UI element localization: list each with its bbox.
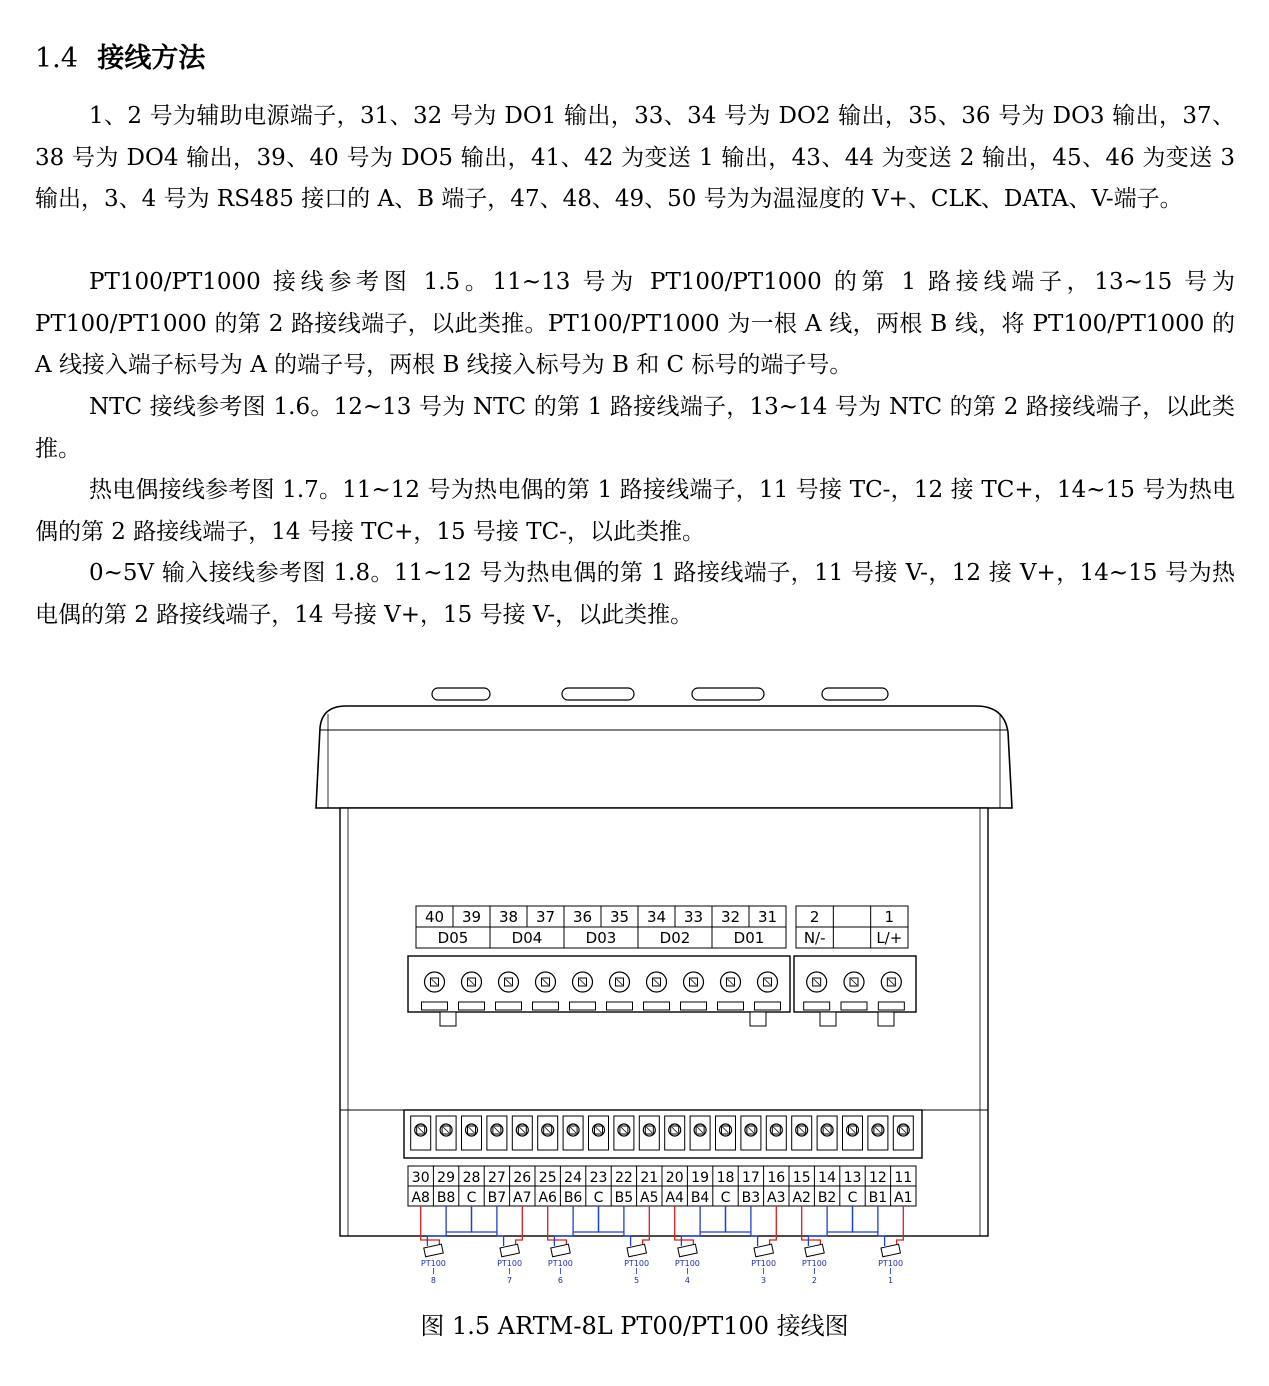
pt100-sensor — [754, 1244, 773, 1257]
input-terminal-number: 15 — [792, 1170, 811, 1186]
input-terminal-number: 20 — [665, 1170, 684, 1186]
sensor-label: PT100 — [624, 1259, 650, 1268]
sensor-label: PT100 — [420, 1259, 446, 1268]
output-group-label: D01 — [733, 929, 765, 947]
input-terminal-number: 14 — [818, 1170, 837, 1186]
pt100-sensor — [805, 1244, 824, 1257]
input-terminal-number: 28 — [462, 1170, 481, 1186]
section-heading — [35, 36, 205, 75]
input-terminal-number: 12 — [868, 1170, 887, 1186]
sensor-channel: 4 — [684, 1276, 690, 1285]
input-terminal-label: A7 — [513, 1190, 532, 1206]
sensor-label: PT100 — [547, 1259, 573, 1268]
sensor-channel: 5 — [634, 1276, 640, 1285]
input-terminal-label: C — [466, 1190, 477, 1206]
terminal-number: 36 — [572, 908, 593, 926]
input-terminal-number: 19 — [691, 1170, 710, 1186]
pt100-sensor — [881, 1244, 900, 1257]
input-terminal-number: 22 — [614, 1170, 633, 1186]
section-title: 接线方法 — [97, 43, 206, 74]
input-terminal-label: C — [593, 1190, 604, 1206]
terminal-number: 38 — [498, 908, 519, 926]
input-terminal-label: A4 — [665, 1190, 684, 1206]
sensor-channel: 8 — [430, 1276, 436, 1285]
input-terminal-label: A3 — [767, 1190, 786, 1206]
input-terminal-label: A1 — [894, 1190, 913, 1206]
input-terminal-label: A5 — [640, 1190, 659, 1206]
input-terminal-number: 30 — [411, 1170, 430, 1186]
input-terminal-label: A6 — [538, 1190, 557, 1206]
front-bezel — [316, 706, 1012, 808]
pt100-sensor — [424, 1244, 443, 1257]
paragraph-thermocouple: 热电偶接线参考图 1.7。11~12 号为热电偶的第 1 路接线端子，11 号接 TC-，12 接 TC+，14~15 号为热电偶的第 2 路接线端子，14 号接 TC+，15 号接 TC-，以此类推。 — [35, 477, 1235, 545]
input-terminal-label: B6 — [563, 1190, 583, 1206]
input-terminal-label: B3 — [741, 1190, 761, 1206]
terminal-number: 35 — [609, 908, 630, 926]
device-button — [562, 688, 634, 700]
input-terminal-number: 21 — [640, 1170, 659, 1186]
device-button — [432, 688, 490, 700]
wiring-figure — [300, 680, 1030, 1300]
input-terminal-number: 13 — [843, 1170, 862, 1186]
power-terminal-label: N/- — [803, 929, 826, 947]
pt100-sensor — [678, 1244, 697, 1257]
device-button — [822, 688, 888, 700]
power-terminal-number: 2 — [809, 908, 820, 926]
figure-caption: 图 1.5 ARTM-8L PT00/PT100 接线图 — [420, 1312, 849, 1340]
input-terminal-number: 26 — [513, 1170, 532, 1186]
sensor-channel: 7 — [507, 1276, 513, 1285]
terminal-number: 39 — [461, 908, 482, 926]
terminal-number: 37 — [535, 908, 556, 926]
terminal-number: 34 — [646, 908, 667, 926]
pt100-sensor — [627, 1244, 646, 1257]
sensor-channel: 1 — [888, 1276, 894, 1285]
input-terminal-number: 23 — [589, 1170, 608, 1186]
input-terminal-label: A8 — [411, 1190, 430, 1206]
input-terminal-label: B1 — [868, 1190, 888, 1206]
input-terminal-number: 16 — [767, 1170, 786, 1186]
input-terminal-number: 17 — [741, 1170, 760, 1186]
section-number: 1.4 — [35, 43, 78, 74]
pt100-sensor — [551, 1244, 570, 1257]
sensor-label: PT100 — [878, 1259, 904, 1268]
paragraph-pt100: PT100/PT1000 接线参考图 1.5。11~13 号为 PT100/PT1000 的第 1 路接线端子，13~15 号为 PT100/PT1000 的第 2 路接线端子，以此类推。PT100/PT1000 为一根 A 线，两根 B 线，将 PT100/PT1000 的 A 线接入端子标号为 A 的端子号，两根 B 线接入标号为 B 和 C 标号的端子号。 — [35, 269, 1235, 378]
paragraph-power-and-outputs: 1、2 号为辅助电源端子，31、32 号为 DO1 输出，33、34 号为 DO2 输出，35、36 号为 DO3 输出，37、38 号为 DO4 输出，39、40 号为 DO5 输出，41、42 为变送 1 输出，43、44 为变送 2 输出，45、46 为变送 3 输出，3、4 号为 RS485 接口的 A、B 端子，47、48、49、50 号为为温湿度的 V+、CLK、DATA、V-端子。 — [35, 103, 1235, 212]
input-terminal-number: 11 — [894, 1170, 913, 1186]
sensor-label: PT100 — [751, 1259, 777, 1268]
sensor-label: PT100 — [674, 1259, 700, 1268]
output-group-label: D02 — [659, 929, 691, 947]
input-terminal-label: B8 — [436, 1190, 456, 1206]
input-terminal-label: C — [720, 1190, 731, 1206]
sensor-channel: 2 — [811, 1276, 817, 1285]
input-terminal-number: 24 — [564, 1170, 583, 1186]
input-terminal-number: 18 — [716, 1170, 735, 1186]
paragraph-voltage-input: 0~5V 输入接线参考图 1.8。11~12 号为热电偶的第 1 路接线端子，11 号接 V-，12 接 V+，14~15 号为热电偶的第 2 路接线端子，14 号接 V+，15 号接 V-，以此类推。 — [35, 560, 1235, 628]
input-terminal-label: A2 — [792, 1190, 811, 1206]
input-terminal-label: C — [847, 1190, 858, 1206]
output-group-label: D03 — [585, 929, 617, 947]
power-terminal-label: L/+ — [876, 929, 903, 947]
input-terminal-label: B5 — [614, 1190, 634, 1206]
sensor-channel: 6 — [557, 1276, 563, 1285]
input-terminal-label: B4 — [690, 1190, 710, 1206]
sensor-label: PT100 — [497, 1259, 523, 1268]
output-group-label: D04 — [511, 929, 543, 947]
sensor-label: PT100 — [801, 1259, 827, 1268]
power-terminal-number: 1 — [884, 908, 895, 926]
paragraph-ntc: NTC 接线参考图 1.6。12~13 号为 NTC 的第 1 路接线端子，13~14 号为 NTC 的第 2 路接线端子，以此类推。 — [35, 394, 1235, 462]
input-terminal-number: 29 — [437, 1170, 456, 1186]
pt100-sensor — [500, 1244, 519, 1257]
output-group-label: D05 — [437, 929, 469, 947]
input-terminal-label: B2 — [817, 1190, 837, 1206]
terminal-number: 31 — [757, 908, 778, 926]
input-terminal-label: B7 — [487, 1190, 507, 1206]
device-drawing — [300, 680, 1030, 1300]
input-terminal-number: 25 — [538, 1170, 557, 1186]
device-button — [692, 688, 764, 700]
terminal-number: 33 — [683, 908, 704, 926]
terminal-number: 32 — [720, 908, 741, 926]
input-terminal-number: 27 — [487, 1170, 506, 1186]
sensor-channel: 3 — [761, 1276, 767, 1285]
terminal-number: 40 — [424, 908, 445, 926]
